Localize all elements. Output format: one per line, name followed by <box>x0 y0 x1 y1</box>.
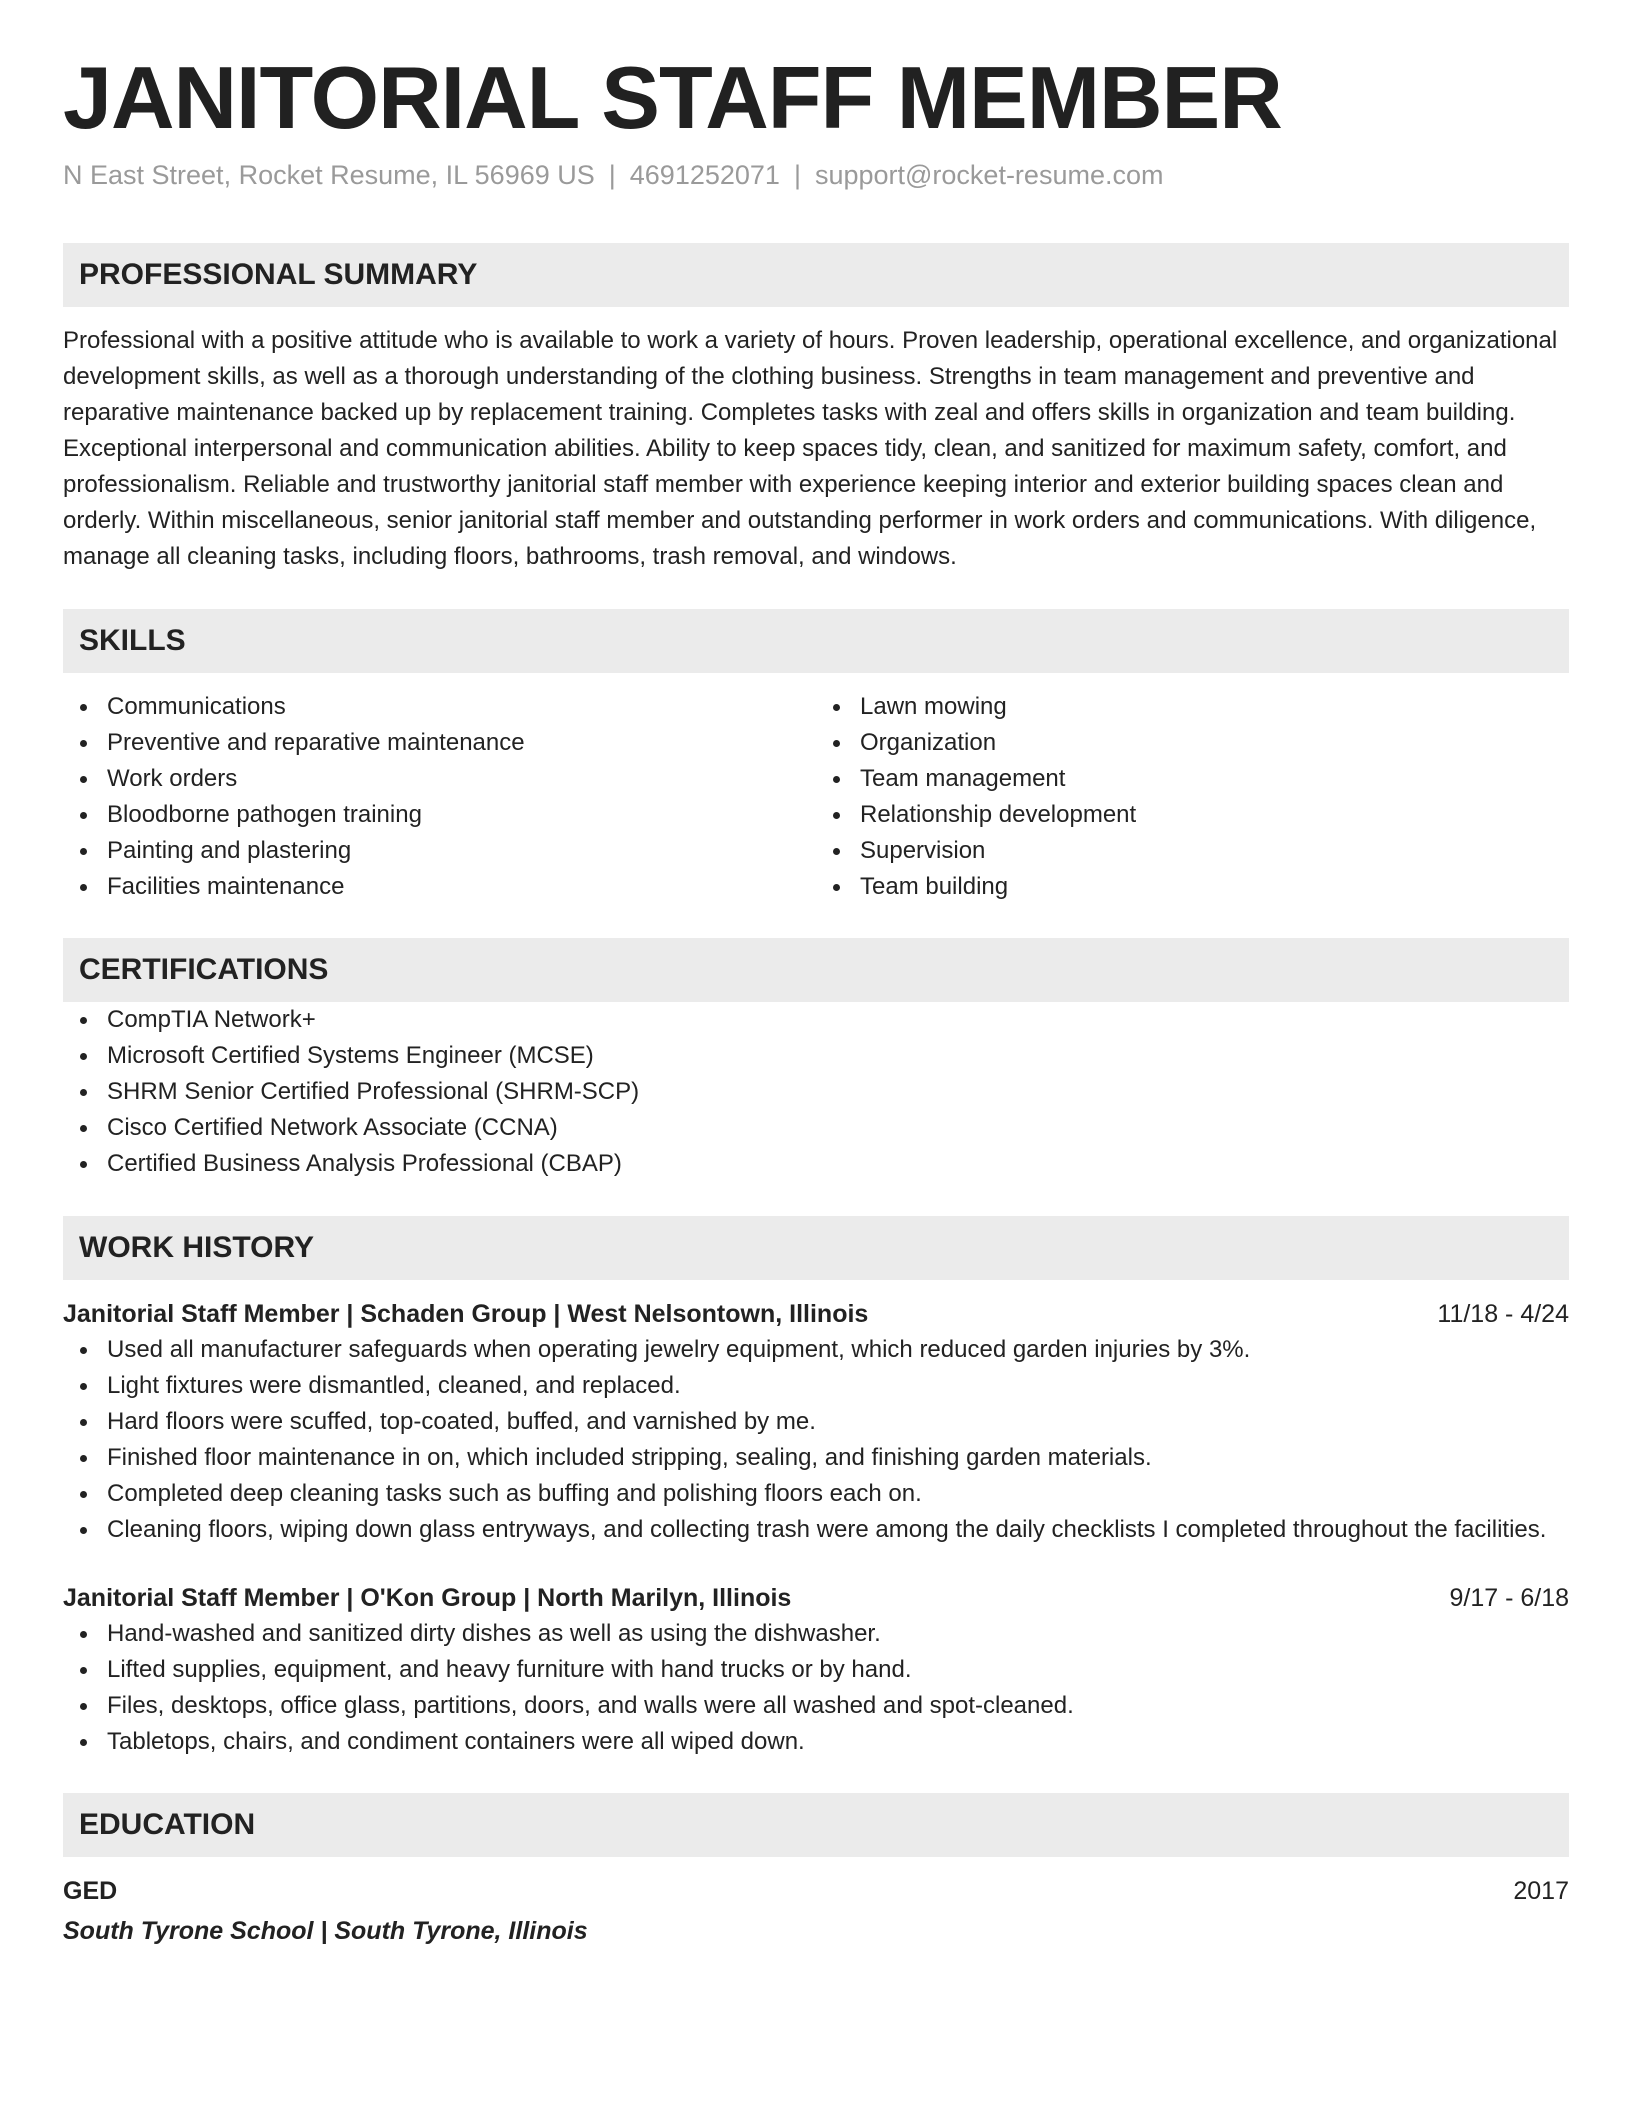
skill-item: Painting and plastering <box>63 833 816 869</box>
skill-item: Lawn mowing <box>816 689 1569 725</box>
skill-item: Preventive and reparative maintenance <box>63 725 816 761</box>
certification-item: SHRM Senior Certified Professional (SHRM-SCP) <box>63 1074 1569 1110</box>
summary-text: Professional with a positive attitude who is available to work a variety of hours. Proven leadership, operational excellence, and organizational development skills, as well as a thorough understanding of the clothing business. Strengths in team management and preventive and reparative maintenance backed up by replacement training. Completes tasks with zeal and offers skills in organization and team building. Exceptional interpersonal and communication abilities. Ability to keep spaces tidy, clean, and sanitized for maximum safety, comfort, and professionalism. Reliable and trustworthy janitorial staff member with experience keeping interior and exterior building spaces clean and orderly. Within miscellaneous, senior janitorial staff member and outstanding performer in work orders and communications. With diligence, manage all cleaning tasks, including floors, bathrooms, trash removal, and windows. <box>63 327 1558 571</box>
certification-item: Microsoft Certified Systems Engineer (MCSE) <box>63 1038 1569 1074</box>
contact-email: support@rocket-resume.com <box>814 160 1164 191</box>
skill-item: Facilities maintenance <box>63 869 816 905</box>
skill-item: Work orders <box>63 761 816 797</box>
section-heading-skills: SKILLS <box>63 609 1569 673</box>
certifications-list <box>63 1002 1569 1182</box>
job-duty-item: Files, desktops, office glass, partitions, doors, and walls were all washed and spot-cleaned. <box>63 1688 1569 1724</box>
skill-item: Bloodborne pathogen training <box>63 797 816 833</box>
job-duty-item: Hand-washed and sanitized dirty dishes as well as using the dishwasher. <box>63 1616 1569 1652</box>
skills-grid <box>63 689 1569 905</box>
skills-column-left <box>63 689 816 905</box>
section-heading-education: EDUCATION <box>63 1793 1569 1857</box>
skill-item: Communications <box>63 689 816 725</box>
contact-line <box>63 160 1569 191</box>
skills-column-right <box>816 689 1569 905</box>
job-title: Janitorial Staff Member | Schaden Group | West Nelsontown, Illinois <box>63 1300 869 1329</box>
job-duty-item: Finished floor maintenance in on, which included stripping, sealing, and finishing garden materials. <box>63 1440 1569 1476</box>
job-header <box>63 1580 1569 1616</box>
job-duty-item: Completed deep cleaning tasks such as buffing and polishing floors each on. <box>63 1476 1569 1512</box>
job-duty-item: Cleaning floors, wiping down glass entryways, and collecting trash were among the daily checklists I completed throughout the facilities. <box>63 1512 1569 1548</box>
job-title: Janitorial Staff Member | O'Kon Group | North Marilyn, Illinois <box>63 1584 792 1613</box>
education-header <box>63 1873 1569 1909</box>
job-duties-list <box>63 1616 1569 1760</box>
skill-item: Supervision <box>816 833 1569 869</box>
certification-item: CompTIA Network+ <box>63 1002 1569 1038</box>
section-heading-certifications: CERTIFICATIONS <box>63 938 1569 1002</box>
section-heading-summary: PROFESSIONAL SUMMARY <box>63 243 1569 307</box>
skill-item: Team building <box>816 869 1569 905</box>
education-school: South Tyrone School | South Tyrone, Illinois <box>63 1917 588 1946</box>
skill-item: Team management <box>816 761 1569 797</box>
job-header <box>63 1296 1569 1332</box>
skill-item: Organization <box>816 725 1569 761</box>
job-dates: 9/17 - 6/18 <box>1449 1584 1569 1613</box>
contact-phone: 4691252071 <box>629 160 780 191</box>
contact-separator: | <box>793 160 801 191</box>
skills-list-right <box>816 689 1569 905</box>
skills-list-left <box>63 689 816 905</box>
skill-item: Relationship development <box>816 797 1569 833</box>
job-duties-list <box>63 1332 1569 1548</box>
section-heading-work-history: WORK HISTORY <box>63 1216 1569 1280</box>
job-duty-item: Tabletops, chairs, and condiment containers were all wiped down. <box>63 1724 1569 1760</box>
education-degree: GED <box>63 1877 118 1906</box>
job-duty-item: Hard floors were scuffed, top-coated, buffed, and varnished by me. <box>63 1404 1569 1440</box>
certification-item: Certified Business Analysis Professional (CBAP) <box>63 1146 1569 1182</box>
certification-item: Cisco Certified Network Associate (CCNA) <box>63 1110 1569 1146</box>
job-duty-item: Used all manufacturer safeguards when operating jewelry equipment, which reduced garden injuries by 3%. <box>63 1332 1569 1368</box>
contact-separator: | <box>608 160 616 191</box>
job-dates: 11/18 - 4/24 <box>1437 1300 1569 1329</box>
contact-address: N East Street, Rocket Resume, IL 56969 US <box>63 160 595 191</box>
job-duty-item: Light fixtures were dismantled, cleaned, and replaced. <box>63 1368 1569 1404</box>
education-year: 2017 <box>1513 1877 1569 1906</box>
job-duty-item: Lifted supplies, equipment, and heavy furniture with hand trucks or by hand. <box>63 1652 1569 1688</box>
resume-name: JANITORIAL STAFF MEMBER <box>63 48 1282 147</box>
